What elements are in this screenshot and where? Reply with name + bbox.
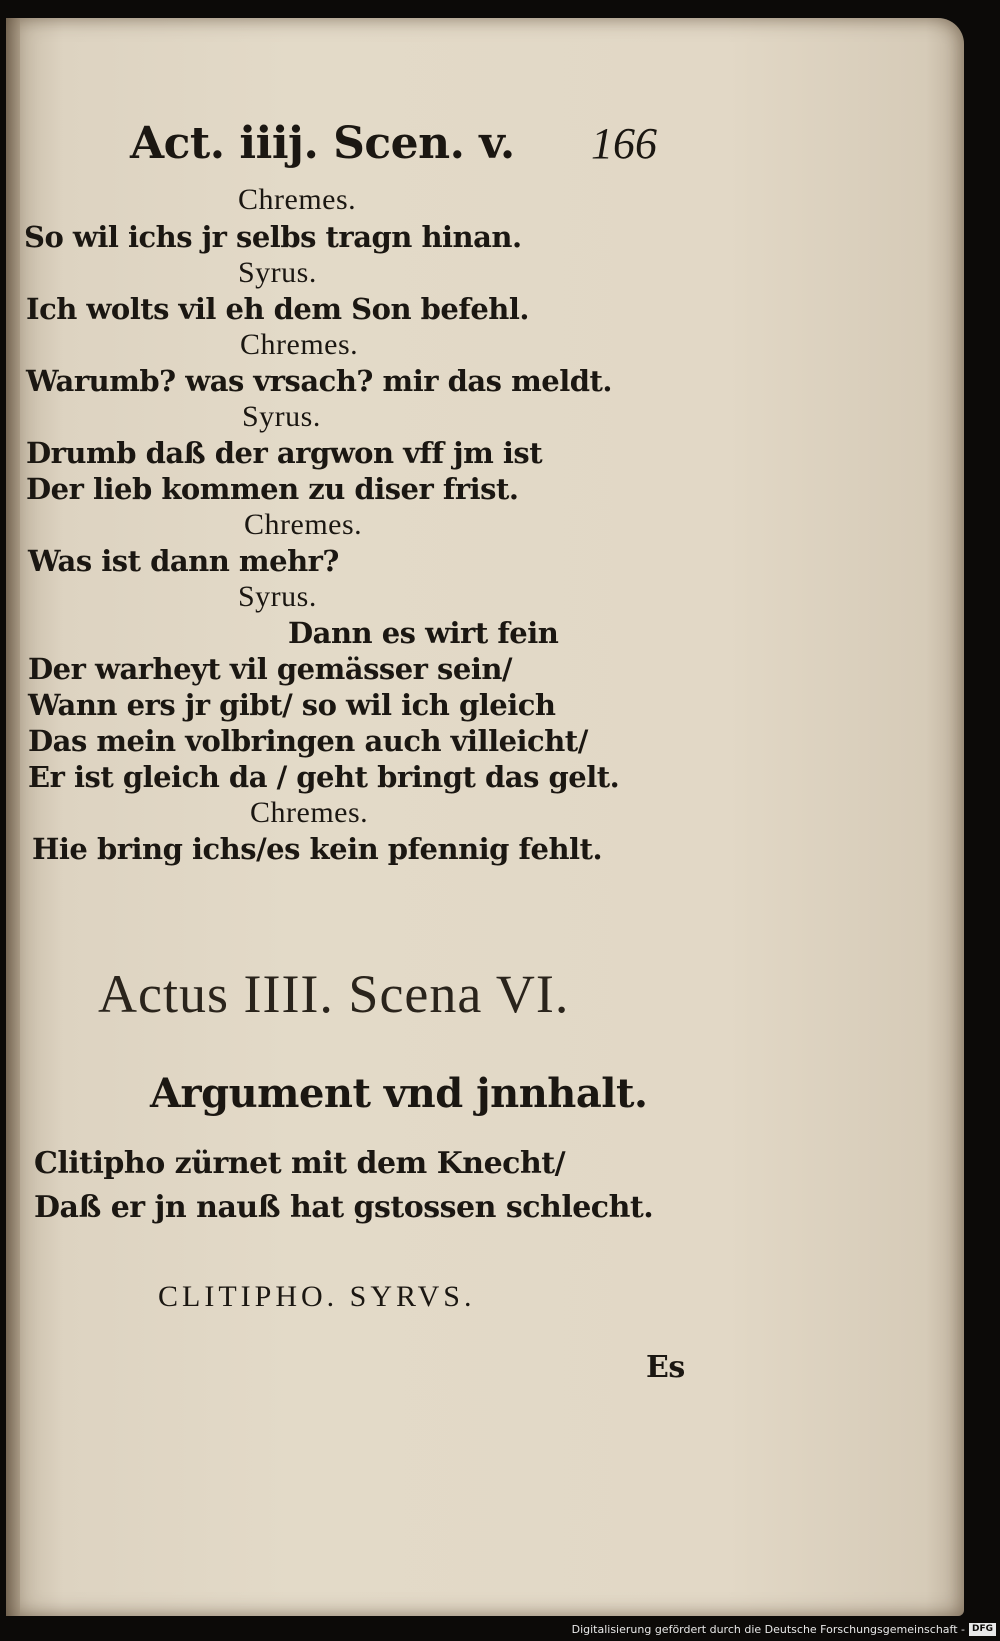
- speaker-label: Syrus.: [238, 580, 317, 613]
- footer-credit: Digitalisierung gefördert durch die Deutsche Forschungsgemeinschaft -: [571, 1622, 965, 1636]
- speaker-label: Chremes.: [240, 328, 359, 361]
- verse-line: So wil ichs jr selbs tragn hinan.: [24, 220, 522, 254]
- digitization-footer: [572, 1621, 996, 1637]
- verse-line: Er ist gleich da / geht bringt das gelt.: [28, 760, 620, 794]
- page-gutter: [6, 18, 20, 1616]
- book-page: [6, 18, 964, 1616]
- verse-line: Der warheyt vil gemässer sein/: [28, 652, 513, 686]
- argument-line: Clitipho zürnet mit dem Knecht/: [34, 1146, 566, 1181]
- speaker-label: Syrus.: [238, 256, 317, 289]
- verse-line: Drumb daß der argwon vff jm ist: [26, 436, 543, 470]
- verse-line: Warumb? was vrsach? mir das meldt.: [26, 364, 612, 398]
- verse-line: Der lieb kommen zu diser frist.: [26, 472, 519, 506]
- speaker-label: Chremes.: [250, 796, 369, 829]
- verse-line: Was ist dann mehr?: [28, 544, 339, 578]
- verse-line: Dann es wirt fein: [288, 616, 559, 650]
- speaker-label: Syrus.: [242, 400, 321, 433]
- speaker-label: Chremes.: [238, 183, 357, 216]
- scene-title: Actus IIII. Scena VI.: [98, 964, 570, 1024]
- verse-line: Hie bring ichs/es kein pfennig fehlt.: [32, 832, 603, 866]
- dramatis-personae: CLITIPHO. SYRVS.: [158, 1280, 476, 1313]
- verse-line: Ich wolts vil eh dem Son befehl.: [26, 292, 529, 326]
- argument-heading: Argument vnd jnnhalt.: [150, 1070, 648, 1117]
- catchword: Es: [646, 1350, 685, 1385]
- dfg-logo-icon: DFG: [969, 1623, 996, 1636]
- speaker-label: Chremes.: [244, 508, 363, 541]
- argument-line: Daß er jn nauß hat gstossen schlecht.: [34, 1190, 654, 1225]
- running-title: Act. iiij. Scen. v.: [130, 118, 515, 169]
- verse-line: Wann ers jr gibt/ so wil ich gleich: [28, 688, 556, 722]
- verse-line: Das mein volbringen auch villeicht/: [28, 724, 588, 758]
- page-number: 166: [591, 119, 657, 168]
